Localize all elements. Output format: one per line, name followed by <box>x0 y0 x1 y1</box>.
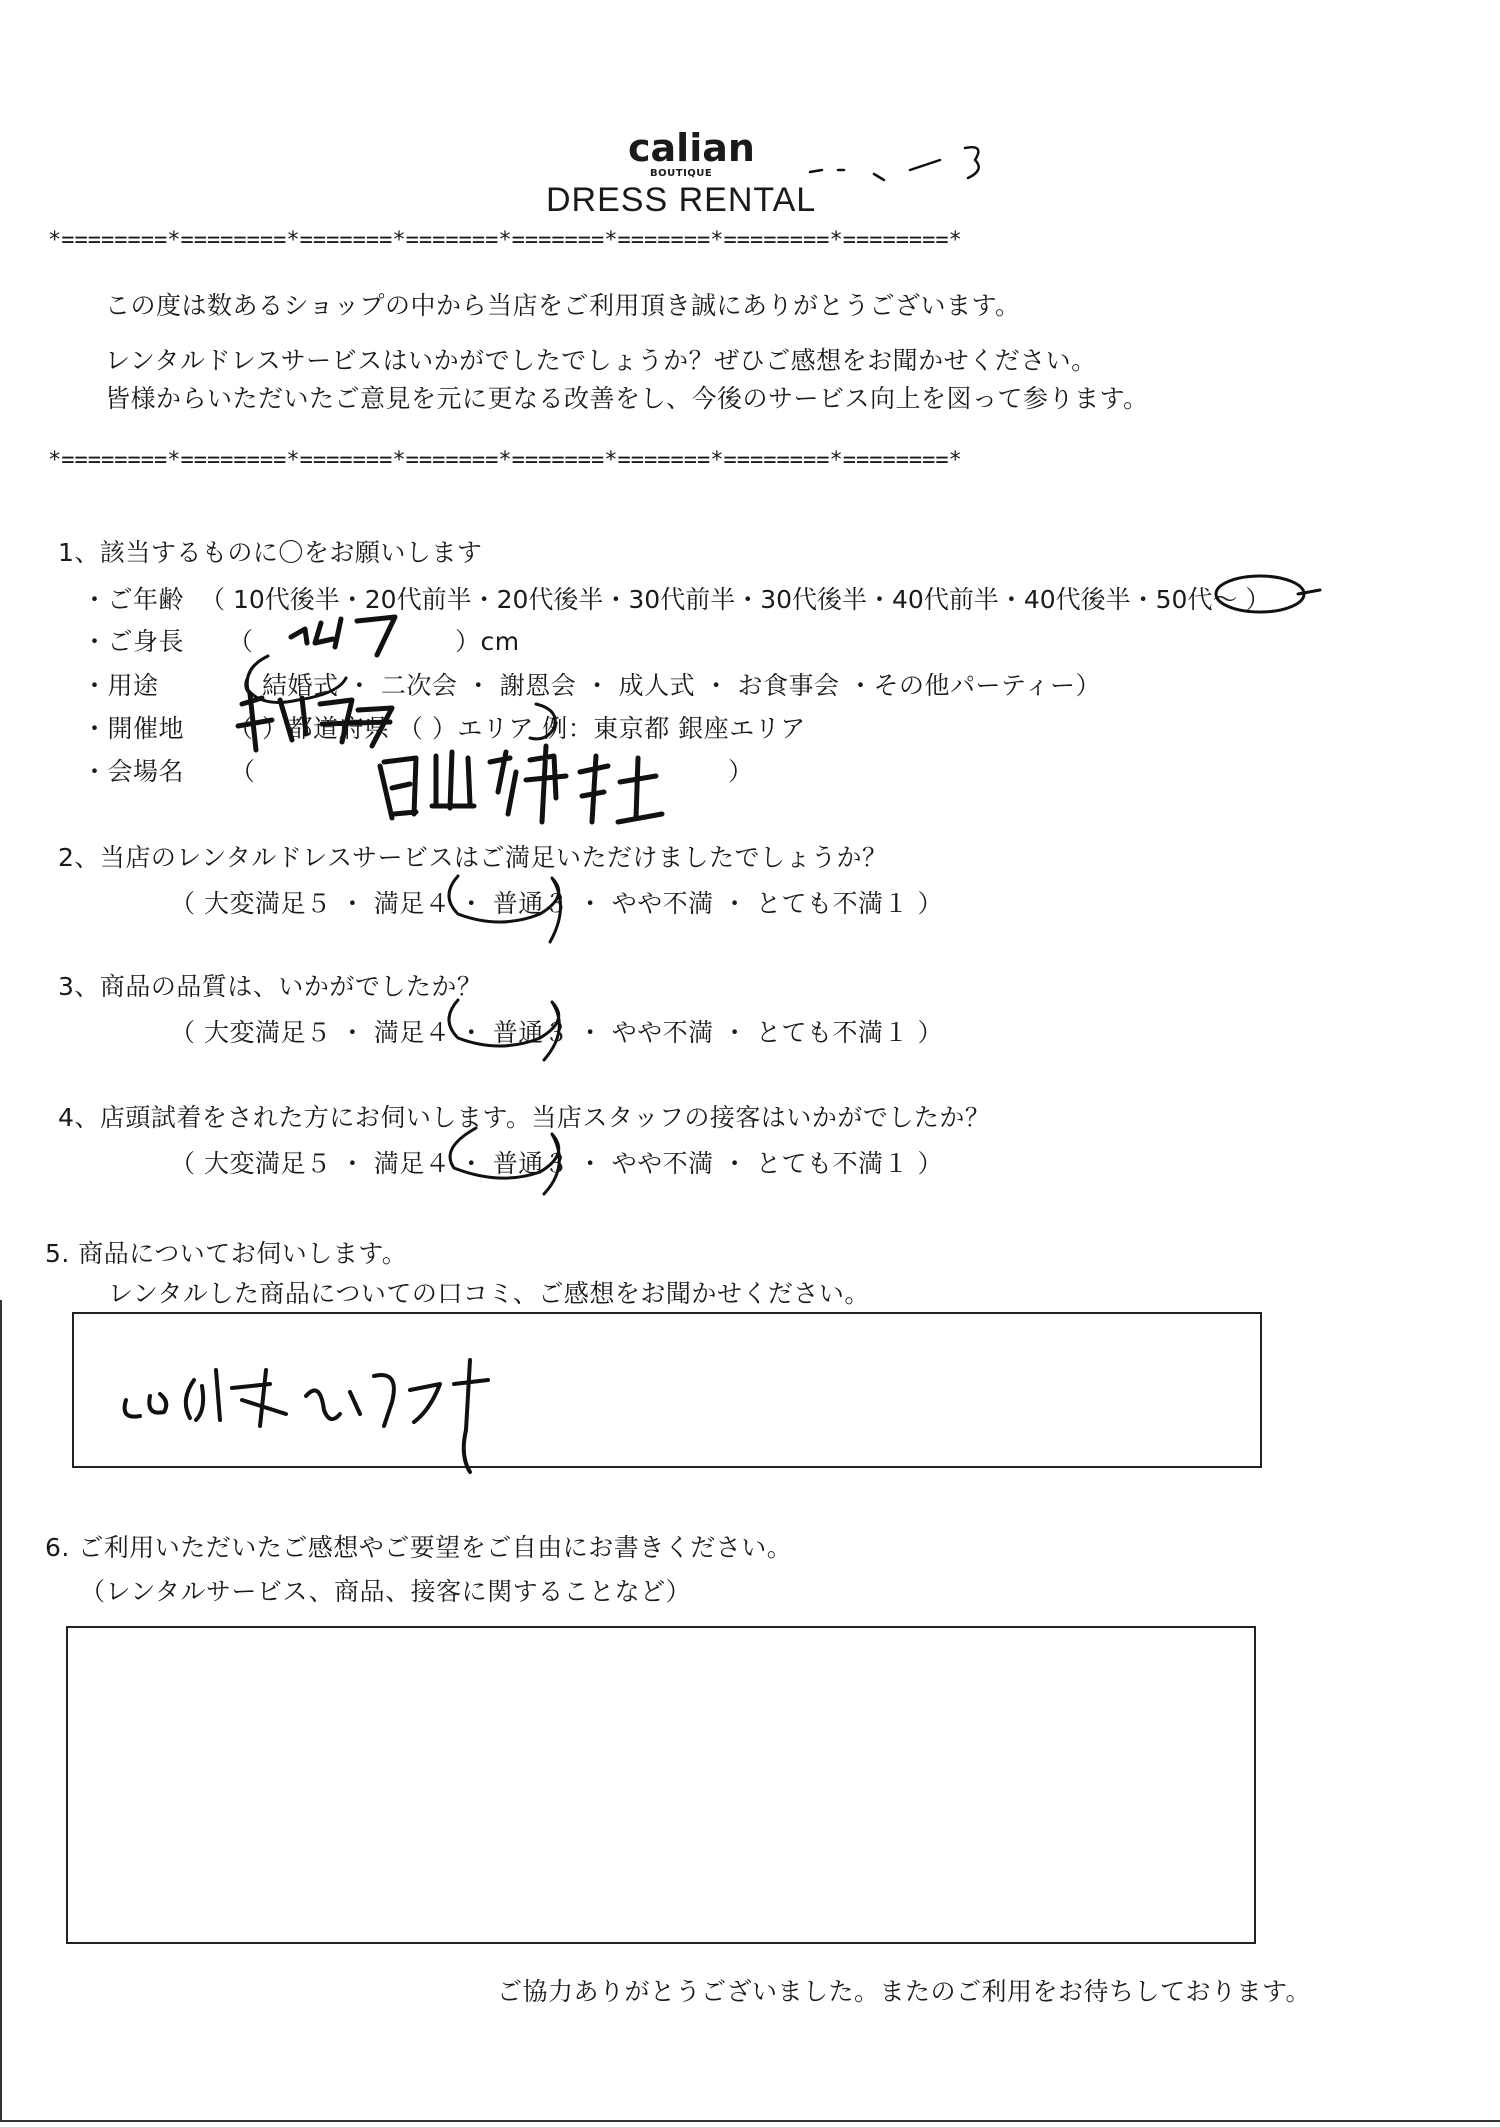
logo-dress-rental: DRESS RENTAL <box>546 181 817 219</box>
intro-line-3: 皆様からいただいたご意見を元に更なる改善をし、今後のサービス向上を図って参ります。 <box>105 384 1149 413</box>
venue-area-label: ・開催地 <box>82 714 185 743</box>
height-label: ・ご身長 <box>82 627 185 656</box>
age-options: （ 10代後半・20代前半・20代後半・30代前半・30代後半・40代前半・40代後半・50代～ ） <box>200 585 1271 614</box>
venue-handwritten <box>370 742 670 834</box>
q4-scale: （ 大変満足５ ・ 満足４ ・ 普通３ ・ やや不満 ・ とても不満１ ） <box>170 1149 943 1178</box>
q3-circle <box>440 990 580 1070</box>
scribble-mark <box>800 130 1000 190</box>
height-open: （ <box>228 627 254 656</box>
venue-name-label: ・会場名 <box>82 757 185 786</box>
purpose-options: （ 結婚式 ・ 二次会 ・ 謝恩会 ・ 成人式 ・ お食事会 ・その他パーティー） <box>228 671 1101 700</box>
logo-boutique: BOUTIQUE <box>650 168 713 179</box>
scan-edge-left <box>0 1300 2 2120</box>
venue-area-text: （ ）都道府県 （ ）エリア 例：東京都 銀座エリア <box>228 714 806 743</box>
age-label: ・ご年齢 <box>82 585 185 614</box>
q6-subtitle: （レンタルサービス、商品、接客に関することなど） <box>80 1577 692 1606</box>
q6-answer-box[interactable] <box>66 1626 1256 1944</box>
age-circle <box>1210 570 1330 630</box>
venue-name-open: （ <box>230 757 256 786</box>
q3-scale: （ 大変満足５ ・ 満足４ ・ 普通３ ・ やや不満 ・ とても不満１ ） <box>170 1018 943 1047</box>
intro-line-2: レンタルドレスサービスはいかがでしたでしょうか？ぜひご感想をお聞かせください。 <box>105 346 1097 375</box>
q1-title: 1、該当するものに〇をお願いします <box>58 538 483 567</box>
height-close: ）cm <box>455 627 520 656</box>
q4-circle <box>440 1098 580 1198</box>
q4-title: 4、店頭試着をされた方にお伺いします。当店スタッフの接客はいかがでしたか？ <box>58 1103 991 1132</box>
prefecture-circle <box>520 700 565 745</box>
q6-title: 6. ご利用いただいたご感想やご要望をご自由にお書きください。 <box>45 1533 793 1562</box>
q5-handwritten-answer <box>110 1340 560 1480</box>
venue-name-close: ） <box>728 757 754 786</box>
scan-edge-bottom <box>0 2120 1500 2122</box>
intro-line-1: この度は数あるショップの中から当店をご利用頂き誠にありがとうございます。 <box>105 291 1021 320</box>
q5-subtitle: レンタルした商品についての口コミ、ご感想をお聞かせください。 <box>108 1279 870 1308</box>
q2-title: 2、当店のレンタルドレスサービスはご満足いただけましたでしょうか？ <box>58 843 888 872</box>
q3-title: 3、商品の品質は、いかがでしたか？ <box>58 972 483 1001</box>
q2-circle <box>440 866 580 946</box>
logo-calian: calian <box>628 126 755 170</box>
q2-scale: （ 大変満足５ ・ 満足４ ・ 普通３ ・ やや不満 ・ とても不満１ ） <box>170 889 943 918</box>
separator-bottom: *========*========*=======*=======*=======*=======*========*========* <box>48 448 962 473</box>
purpose-label: ・用途 <box>82 671 159 700</box>
footer-thanks: ご協力ありがとうございました。またのご利用をお待ちしております。 <box>497 1977 1312 2006</box>
q5-title: 5. 商品についてお伺いします。 <box>45 1239 408 1268</box>
separator-top: *========*========*=======*=======*=======*=======*========*========* <box>48 228 962 253</box>
